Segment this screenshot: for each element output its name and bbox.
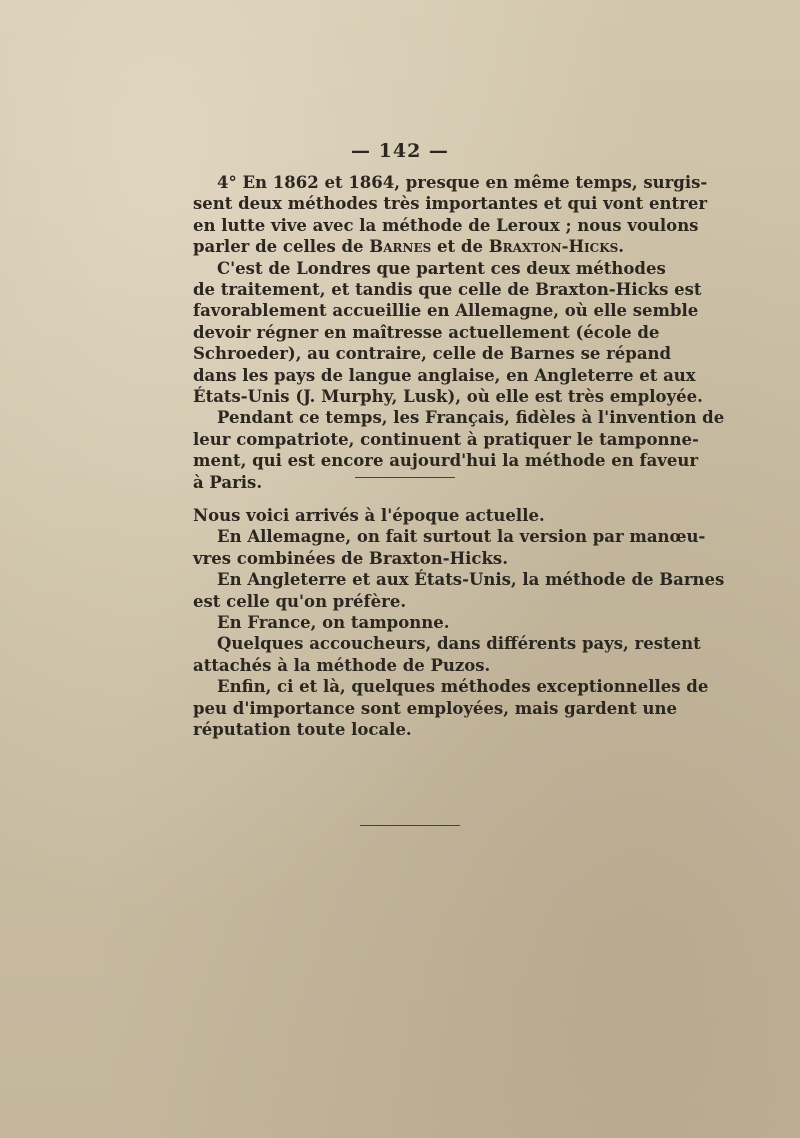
paragraph-england-usa [193,569,725,612]
text-line: leur compatriote, continuent à pratiquer le tamponne- [193,429,699,449]
text-line: Pendant ce temps, les Français, fidèles à l'invention de [217,408,725,428]
text-line: Quelques accoucheurs, dans différents pays, restent [217,634,701,654]
text-line: ment, qui est encore aujourd'hui la méthode en faveur [193,451,699,471]
text-line: 4° En 1862 et 1864, presque en même temps, surgis- [217,173,708,192]
text-fragment: parler de celles de [193,237,370,257]
text-line: En Angleterre et aux États-Unis, la méthode de Barnes [217,570,725,590]
text-line: États-Unis (J. Murphy, Lusk), où elle est très employée. [193,387,703,407]
text-line: devoir régner en maîtresse actuellement (école de [193,322,660,342]
author-name-braxton-hicks: Braxton-Hicks [488,237,619,257]
author-name-barnes: Barnes [369,237,432,257]
summary-text-block [193,505,725,740]
paragraph-france [193,612,619,633]
text-line: sent deux méthodes très importantes et qui vont entrer [193,194,708,214]
paragraph-exceptional-methods [193,676,709,740]
paragraph-germany [193,526,706,569]
paragraph-london [193,258,703,408]
text-line: de traitement, et tandis que celle de Braxton-Hicks est [193,280,702,300]
text-line: Nous voici arrivés à l'époque actuelle. [193,506,545,525]
text-fragment: et de [431,237,489,257]
text-fragment: . [618,237,625,257]
paragraph-current-era [193,505,619,526]
text-line: C'est de Londres que partent ces deux méthodes [217,258,666,278]
section-divider [355,477,455,478]
paragraph-french [193,407,725,493]
text-line: réputation toute locale. [193,720,412,740]
text-line: attachés à la méthode de Puzos. [193,655,491,675]
text-line: à Paris. [193,472,263,492]
text-line: Schroeder), au contraire, celle de Barnes se répand [193,344,672,364]
text-line: En France, on tamponne. [217,613,450,633]
text-line [193,236,625,257]
page-number: — 142 — [351,140,449,162]
text-line: En Allemagne, on fait surtout la version par manœu- [217,527,706,547]
text-line: Enfin, ci et là, quelques méthodes exceptionnelles de [217,677,709,697]
end-divider [360,825,460,826]
text-line: dans les pays de langue anglaise, en Angleterre et aux [193,365,696,385]
text-line: peu d'importance sont employées, mais gardent une [193,698,677,718]
text-line: vres combinées de Braxton-Hicks. [193,548,508,568]
main-text-block [193,172,725,493]
paragraph-puzos [193,633,701,676]
text-line: est celle qu'on préfère. [193,591,407,611]
paragraph-methods-1862 [193,172,708,258]
text-line: favorablement accueillie en Allemagne, où elle semble [193,301,699,321]
text-line: en lutte vive avec la méthode de Leroux ; nous voulons [193,215,699,235]
